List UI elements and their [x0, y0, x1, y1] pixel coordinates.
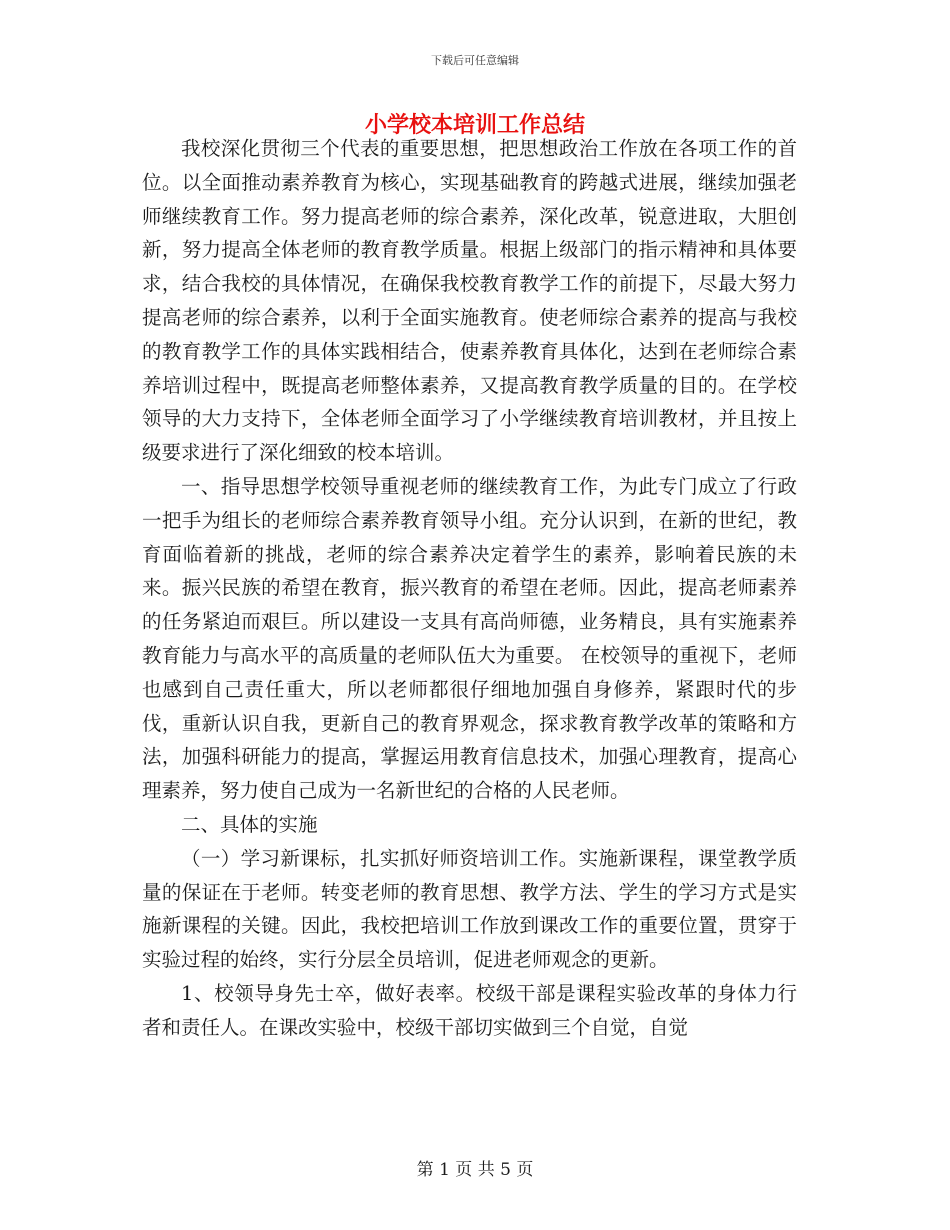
body-paragraph: 一、指导思想学校领导重视老师的继续教育工作，为此专门成立了行政一把手为组长的老师综合素养教育领导小组。充分认识到，在新的世纪，教育面临着新的挑战，老师的综合素养决定着学生的素养，影响着民族的未来。振兴民族的希望在教育，振兴教育的希望在老师。因此，提高老师素养的任务紧迫而艰巨。所以建设一支具有高尚师德，业务精良，具有实施素养教育能力与高水平的高质量的老师队伍大为重要。 在校领导的重视下，老师也感到自己责任重大，所以老师都很仔细地加强自身修养，紧跟时代的步伐，重新认识自我，更新自己的教育界观念，探求教育教学改革的策略和方法，加强科研能力的提高，掌握运用教育信息技术，加强心理教育，提高心理素养，努力使自己成为一名新世纪的合格的人民老师。	[142, 474, 797, 803]
document-body	[142, 132, 797, 1045]
body-paragraph: 1、校领导身先士卒，做好表率。校级干部是课程实验改革的身体力行者和责任人。在课改实验中，校级干部切实做到三个自觉，自觉	[142, 981, 797, 1039]
page-header: 下载后可任意编辑	[431, 54, 519, 67]
body-paragraph: （一）学习新课标，扎实抓好师资培训工作。实施新课程，课堂教学质量的保证在于老师。转变老师的教育思想、教学方法、学生的学习方式是实施新课程的关键。因此，我校把培训工作放到课改工作的重要位置，贯穿于实验过程的始终，实行分层全员培训，促进老师观念的更新。	[142, 846, 797, 972]
page-footer: 第 1 页 共 5 页	[416, 1160, 534, 1180]
body-paragraph: 我校深化贯彻三个代表的重要思想，把思想政治工作放在各项工作的首位。以全面推动素养教育为核心，实现基础教育的跨越式进展，继续加强老师继续教育工作。努力提高老师的综合素养，深化改革，锐意进取，大胆创新，努力提高全体老师的教育教学质量。根据上级部门的指示精神和具体要求，结合我校的具体情况，在确保我校教育教学工作的前提下，尽最大努力提高老师的综合素养，以利于全面实施教育。使老师综合素养的提高与我校的教育教学工作的具体实践相结合，使素养教育具体化，达到在老师综合素养培训过程中，既提高老师整体素养，又提高教育教学质量的目的。在学校领导的大力支持下，全体老师全面学习了小学继续教育培训教材，并且按上级要求进行了深化细致的校本培训。	[142, 137, 797, 465]
document-title: 小学校本培训工作总结	[364, 112, 585, 138]
section-heading: 二、具体的实施	[181, 812, 318, 836]
